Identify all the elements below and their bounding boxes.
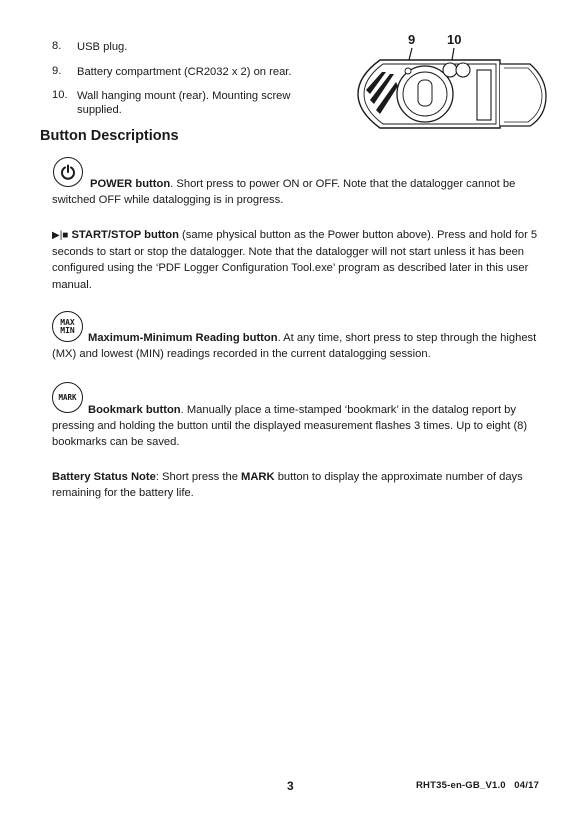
startstop-description bbox=[52, 227, 548, 293]
power-text: . Short press to power ON or OFF. Note that the datalogger cannot be switched OFF while datalogging is in progress. bbox=[52, 178, 516, 207]
battery-note-label: Battery Status Note bbox=[52, 471, 156, 483]
battery-note-mark: MARK bbox=[241, 471, 275, 483]
mark-icon-text: MARK bbox=[58, 392, 77, 402]
document-id: RHT35-en-GB_V1.0 04/17 bbox=[416, 780, 540, 791]
play-stop-icon: ▶|■ bbox=[52, 230, 69, 241]
battery-note-text-b: button to display the approximate number of days remaining for the battery life. bbox=[52, 471, 523, 500]
startstop-text: (same physical button as the Power button above). Press and hold for 5 seconds to start or stop the datalogger. Note that the datalogger will not start unless it has been configured using the ‘PDF Logger Configuration Tool.exe’ program as described later in this user manual. bbox=[52, 229, 538, 291]
max-min-icon-bottom: MIN bbox=[60, 325, 75, 335]
battery-note-text-a: : Short press the bbox=[155, 471, 242, 483]
power-label: POWER button bbox=[90, 178, 171, 190]
battery-note bbox=[52, 469, 548, 501]
mark-text: . Manually place a time-stamped ‘bookmark’ in the datalog report by pressing and holding the button until the displayed measurement flashes 3 times. Up to eight (8) bookmarks can be saved. bbox=[52, 404, 528, 449]
callout-10: 10 bbox=[447, 32, 462, 47]
startstop-label: START/STOP button bbox=[71, 229, 179, 241]
device-drawing bbox=[350, 28, 550, 136]
list-item: Wall hanging mount (rear). Mounting screw supplied. bbox=[77, 90, 291, 116]
list-number: 8. bbox=[52, 40, 62, 52]
mark-label: Bookmark button bbox=[88, 404, 181, 416]
section-title: Button Descriptions bbox=[40, 128, 179, 144]
callout-9: 9 bbox=[408, 32, 416, 47]
max-min-icon-top: MAX bbox=[60, 317, 75, 327]
list-item: USB plug. bbox=[77, 41, 128, 53]
list-item: Battery compartment (CR2032 x 2) on rear. bbox=[77, 66, 292, 78]
list-number: 9. bbox=[52, 65, 62, 77]
mark-description bbox=[52, 402, 548, 451]
device-rear-diagram bbox=[350, 28, 550, 136]
maxmin-text: . At any time, short press to step through the highest (MX) and lowest (MIN) readings recorded in the current datalogging session. bbox=[52, 332, 537, 361]
list-number: 10. bbox=[52, 89, 68, 101]
maxmin-description bbox=[52, 330, 548, 362]
page-number: 3 bbox=[287, 779, 294, 793]
maxmin-label: Maximum-Minimum Reading button bbox=[88, 332, 278, 344]
power-description bbox=[52, 176, 548, 208]
